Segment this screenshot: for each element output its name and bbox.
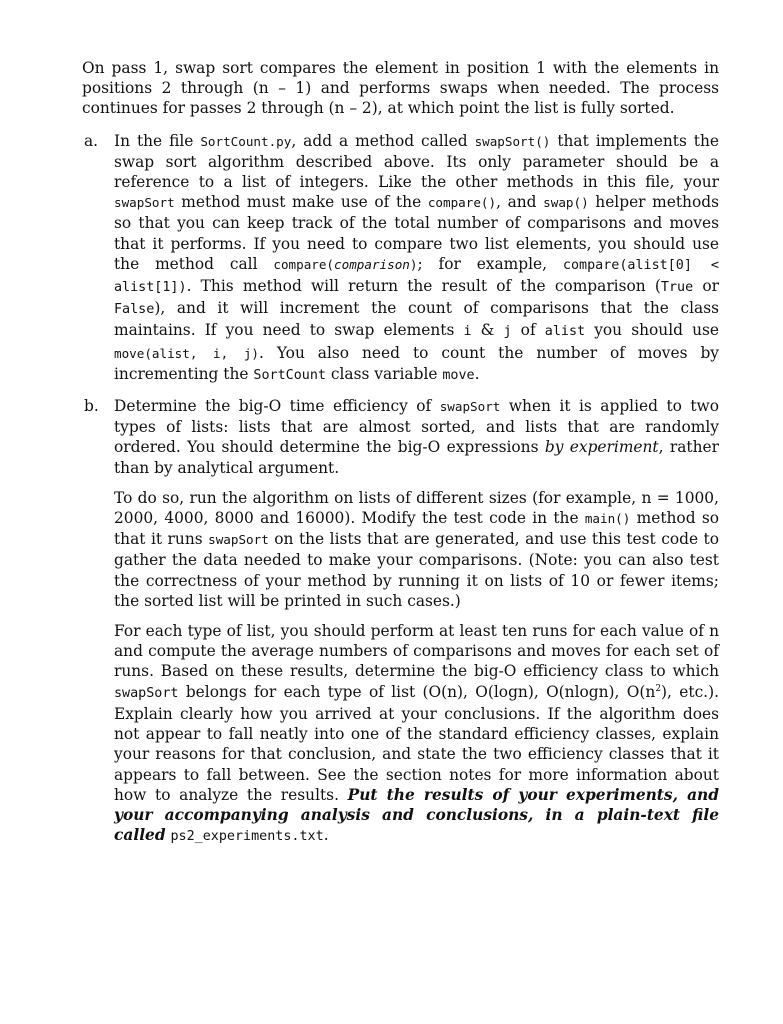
code-swapsort: swapSort [114, 195, 175, 211]
item-b-paragraph-3: For each type of list, you should perform at least ten runs for each value of n and compute the average numbers of comparisons and moves for each set of runs. Based on these results, determine the big-O efficiency class to which swapSort belongs for each type of list (O(n), O(logn), O(nlogn), $O(n^2)$, etc.). Explain clearly how you arrived at your conclusions. If the algorithm does not appear to fall neatly into one of the standard efficiency classes, explain your reasons for that conclusion, and state the two efficiency classes that it appears to fall between. See the section notes for more information about how to analyze the results. Put the results of your experiments, and your accompanying analysis and conclusions, in a plain-text file called ps2_experiments.txt. [114, 622, 719, 845]
code-swapsort: swapSort [114, 685, 179, 701]
code-swapsort-call: swapSort() [474, 133, 551, 149]
code-true: True [660, 280, 694, 296]
code-sortcount-py: SortCount.py [200, 133, 292, 149]
superscript-2: 2 [655, 683, 662, 694]
code-swapsort: swapSort [208, 532, 269, 548]
item-b-paragraph-1: Determine the big-O time efficiency of swapSort when it is applied to two types of lists: lists that are almost sorted, and lists that are randomly ordered. You should determine the big-O expressions by experiment, rather than by analytical argument. [114, 397, 719, 477]
list-item-a [84, 131, 719, 386]
code-compare: compare() [427, 195, 497, 211]
code-swapsort: swapSort [439, 399, 501, 415]
code-swap: swap() [543, 195, 589, 211]
item-a-paragraph: In the file SortCount.py, add a method called swapSort() that implements the swap sort algorithm described above. Its only parameter should be a reference to a list of integers. Like the other methods in this file, your swapSort method must make use of the compare(), and swap() helper methods so that you can keep track of the total number of comparisons and moves that it performs. If you need to compare two list elements, you should use the method call compare(comparison); for example, compare(alist[0] < alist[1]). This method will return the result of the comparison (True or False), and it will increment the count of comparisons that the class maintains. If you need to swap elements i & j of alist you should use move(alist, i, j). You also need to count the number of moves by incrementing the SortCount class variable move. [114, 131, 720, 383]
code-sortcount-class: SortCount [253, 367, 326, 383]
intro-paragraph: On pass 1, swap sort compares the element in position 1 with the elements in positions 2 through (n – 1) and performs swaps when needed. The process continues for passes 2 through (n – 2), at which point the list is fully sorted. [82, 59, 719, 118]
code-move-variable: move [442, 367, 475, 383]
code-main: main() [584, 511, 631, 527]
item-a-body [114, 131, 719, 386]
item-b-body [114, 396, 719, 847]
emphasis-by-experiment: by experiment [544, 438, 659, 457]
item-a-marker: a. [84, 131, 99, 150]
code-compare-example: compare(alist[0] < alist[1]) [114, 257, 719, 296]
code-move-call: move(alist, i, j) [114, 345, 260, 361]
code-compare-open: compare( [273, 256, 335, 272]
bold-italic-instruction: Put the results of your experiments, and your accompanying analysis and conclusions, in a plain-text file called [114, 785, 719, 845]
code-i: i [463, 324, 472, 340]
item-b-marker: b. [84, 397, 99, 416]
code-j: j [503, 324, 512, 340]
code-comparison-param: comparison [334, 256, 410, 272]
code-false: False [114, 302, 155, 318]
code-experiments-file: ps2_experiments.txt [170, 829, 324, 845]
item-b-paragraph-2: To do so, run the algorithm on lists of different sizes (for example, n = 1000, 2000, 4000, 8000 and 16000). Modify the test code in the main() method so that it runs swapSort on the lists that are generated, and use this test code to gather the data needed to make your comparisons. (Note: you can also test the correctness of your method by running it on lists of 10 or fewer items; the sorted list will be printed in such cases.) [114, 488, 719, 610]
code-compare-close: ) [409, 256, 418, 272]
code-alist: alist [544, 324, 586, 340]
list-item-b [84, 396, 719, 847]
